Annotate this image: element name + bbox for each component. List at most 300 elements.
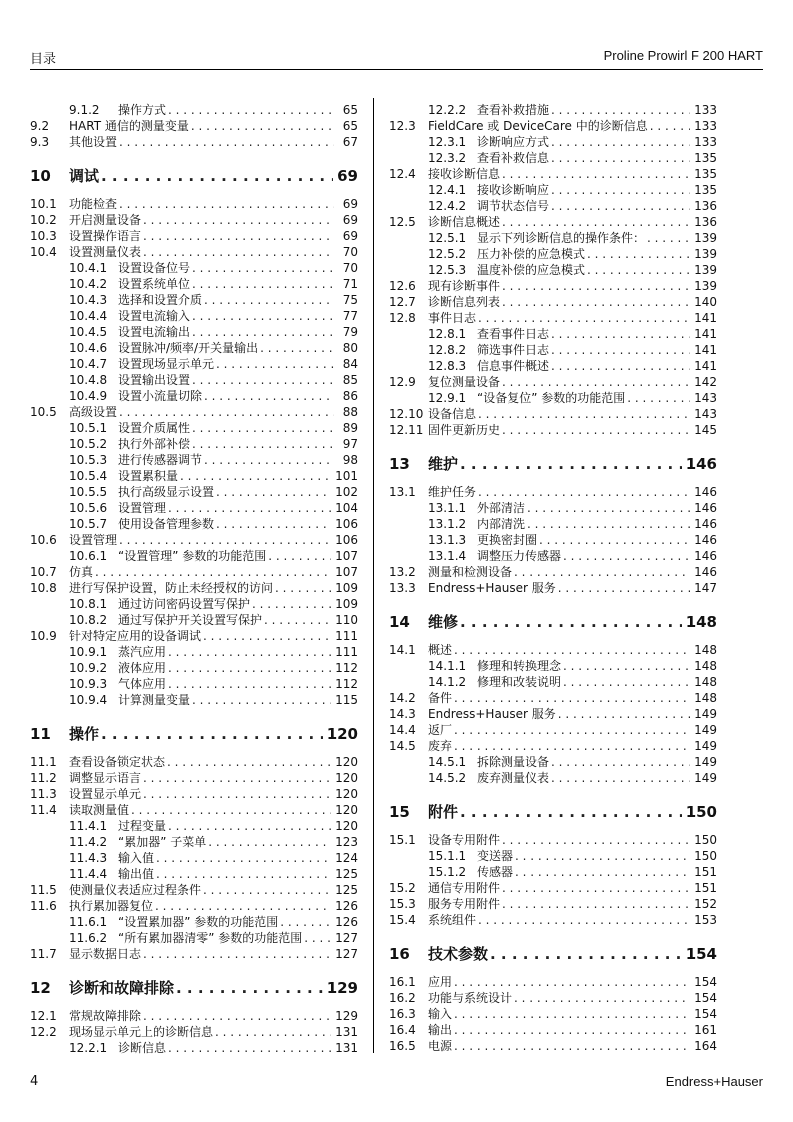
- toc-entry[interactable]: [30, 834, 358, 850]
- toc-entry-number: 10.5.2: [69, 437, 108, 451]
- toc-leader-dots: [551, 342, 690, 358]
- toc-leader-dots: [502, 832, 690, 848]
- toc-entry-number: 10.5.1: [69, 421, 108, 435]
- toc-entry[interactable]: [30, 692, 358, 708]
- toc-entry-page: 107: [335, 549, 358, 563]
- toc-chapter-entry[interactable]: [389, 804, 717, 828]
- toc-entry-title: 废弃: [428, 739, 453, 753]
- toc-entry-title: 废弃测量仪表: [477, 771, 550, 785]
- toc-entry-page: 69: [337, 167, 358, 185]
- toc-entry[interactable]: [389, 690, 717, 706]
- toc-entry[interactable]: [389, 832, 717, 848]
- toc-entry-number: 10.9: [30, 629, 57, 643]
- toc-leader-dots: [454, 738, 690, 754]
- toc-entry-page: 65: [342, 119, 358, 133]
- toc-entry-title: 显示下列诊断信息的操作条件：: [477, 231, 646, 245]
- toc-entry-number: 9.2: [30, 119, 50, 133]
- toc-entry-title: 设置输出设置: [118, 373, 191, 387]
- toc-entry-number: 12: [30, 979, 51, 997]
- toc-entry[interactable]: [389, 642, 717, 658]
- toc-leader-dots: [490, 946, 682, 962]
- toc-entry[interactable]: [389, 1006, 717, 1022]
- toc-entry[interactable]: [389, 912, 717, 928]
- toc-entry[interactable]: [389, 770, 717, 786]
- toc-entry[interactable]: [389, 214, 717, 230]
- toc-entry-number: 11.4.1: [69, 819, 108, 833]
- toc-entry-title: 设置显示单元: [69, 787, 142, 801]
- toc-leader-dots: [478, 406, 690, 422]
- toc-entry[interactable]: [389, 150, 717, 166]
- toc-leader-dots: [551, 358, 690, 374]
- toc-entry-title: 接收诊断信息: [428, 167, 501, 181]
- toc-leader-dots: [204, 452, 334, 468]
- toc-entry[interactable]: [389, 848, 717, 864]
- toc-entry[interactable]: [389, 500, 717, 516]
- toc-entry[interactable]: [30, 228, 358, 244]
- toc-entry-page: 146: [694, 565, 717, 579]
- toc-leader-dots: [192, 436, 334, 452]
- toc-entry-title: 接收诊断响应: [477, 183, 550, 197]
- toc-entry-number: 15.1: [389, 833, 416, 847]
- toc-entry-page: 69: [342, 213, 358, 227]
- toc-entry[interactable]: [30, 244, 358, 260]
- toc-entry[interactable]: [30, 340, 358, 356]
- toc-leader-dots: [168, 644, 331, 660]
- toc-entry-page: 148: [694, 691, 717, 705]
- toc-entry-page: 125: [335, 883, 358, 897]
- toc-leader-dots: [168, 1040, 331, 1056]
- toc-entry[interactable]: [389, 880, 717, 896]
- toc-entry[interactable]: [30, 866, 358, 882]
- toc-entry-number: 10.5.7: [69, 517, 108, 531]
- toc-entry-number: 12.8.2: [428, 343, 467, 357]
- toc-entry[interactable]: [389, 166, 717, 182]
- toc-entry[interactable]: [30, 818, 358, 834]
- toc-entry-page: 129: [326, 979, 358, 997]
- toc-leader-dots: [454, 974, 690, 990]
- toc-entry-page: 120: [335, 755, 358, 769]
- toc-entry[interactable]: [389, 118, 717, 134]
- toc-entry-number: 14.3: [389, 707, 416, 721]
- toc-entry-title: 现有诊断事件: [428, 279, 501, 293]
- toc-entry[interactable]: [389, 198, 717, 214]
- toc-chapter-entry[interactable]: [389, 614, 717, 638]
- toc-entry-number: 9.3: [30, 135, 50, 149]
- toc-entry[interactable]: [30, 196, 358, 212]
- toc-entry-title: 复位测量设备: [428, 375, 501, 389]
- toc-entry[interactable]: [389, 342, 717, 358]
- toc-entry[interactable]: [30, 850, 358, 866]
- toc-entry-number: 10.9.4: [69, 693, 108, 707]
- toc-entry-title: 设置现场显示单元: [118, 357, 215, 371]
- toc-leader-dots: [203, 628, 331, 644]
- toc-entry-page: 97: [342, 437, 358, 451]
- toc-entry-number: 11.4.2: [69, 835, 108, 849]
- toc-leader-dots: [502, 214, 690, 230]
- toc-entry-page: 120: [335, 803, 358, 817]
- toc-leader-dots: [502, 294, 690, 310]
- toc-entry-number: 15.1.2: [428, 865, 467, 879]
- toc-chapter-entry[interactable]: [389, 946, 717, 970]
- toc-entry-number: 11.4.4: [69, 867, 108, 881]
- toc-entry[interactable]: [389, 326, 717, 342]
- toc-entry[interactable]: [389, 738, 717, 754]
- toc-entry-page: 107: [335, 565, 358, 579]
- toc-entry-number: 10.5.5: [69, 485, 108, 499]
- toc-entry[interactable]: [30, 324, 358, 340]
- toc-entry-page: 139: [694, 231, 717, 245]
- toc-leader-dots: [168, 500, 331, 516]
- toc-entry[interactable]: [30, 292, 358, 308]
- toc-chapter-entry[interactable]: [30, 168, 358, 192]
- toc-chapter-entry[interactable]: [30, 726, 358, 750]
- toc-leader-dots: [264, 612, 331, 628]
- toc-entry[interactable]: [389, 974, 717, 990]
- toc-entry-title: 调试: [69, 167, 100, 185]
- toc-entry-number: 10.8.1: [69, 597, 108, 611]
- toc-entry-page: 149: [694, 723, 717, 737]
- toc-entry[interactable]: [389, 310, 717, 326]
- toc-entry-number: 12.9: [389, 375, 416, 389]
- toc-leader-dots: [260, 340, 334, 356]
- toc-entry[interactable]: [30, 1024, 358, 1040]
- toc-entry[interactable]: [389, 896, 717, 912]
- toc-entry[interactable]: [389, 864, 717, 880]
- toc-leader-dots: [155, 898, 331, 914]
- toc-entry-number: 14.1.2: [428, 675, 467, 689]
- toc-leader-dots: [502, 422, 690, 438]
- toc-entry-page: 141: [694, 311, 717, 325]
- toc-leader-dots: [192, 692, 331, 708]
- toc-entry-number: 12.1: [30, 1009, 57, 1023]
- toc-entry-number: 11.4: [30, 803, 57, 817]
- toc-leader-dots: [539, 532, 690, 548]
- toc-entry[interactable]: [30, 660, 358, 676]
- toc-entry-number: 10.8: [30, 581, 57, 595]
- toc-entry-title: 进行传感器调节: [118, 453, 203, 467]
- toc-leader-dots: [454, 1006, 690, 1022]
- toc-entry[interactable]: [30, 770, 358, 786]
- toc-entry-title: 显示数据日志: [69, 947, 142, 961]
- toc-entry-title: 现场显示单元上的诊断信息: [69, 1025, 214, 1039]
- toc-entry[interactable]: [30, 930, 358, 946]
- toc-leader-dots: [514, 564, 690, 580]
- toc-leader-dots: [460, 804, 682, 820]
- toc-leader-dots: [454, 642, 690, 658]
- toc-entry[interactable]: [30, 612, 358, 628]
- toc-entry-number: 11.6.2: [69, 931, 108, 945]
- toc-entry[interactable]: [30, 914, 358, 930]
- toc-entry-number: 13.1: [389, 485, 416, 499]
- toc-entry-number: 10.4.8: [69, 373, 108, 387]
- toc-entry-page: 75: [342, 293, 358, 307]
- toc-leader-dots: [143, 212, 334, 228]
- toc-entry-title: 测量和检测设备: [428, 565, 513, 579]
- toc-entry-title: 通过访问密码设置写保护: [118, 597, 251, 611]
- toc-entry[interactable]: [389, 516, 717, 532]
- toc-entry[interactable]: [389, 658, 717, 674]
- toc-entry-title: 维护任务: [428, 485, 477, 499]
- toc-leader-dots: [204, 388, 334, 404]
- toc-entry[interactable]: [30, 134, 358, 150]
- toc-entry-number: 10.5.4: [69, 469, 108, 483]
- toc-entry-title: 温度补偿的应急模式: [477, 263, 586, 277]
- toc-entry[interactable]: [389, 230, 717, 246]
- toc-entry[interactable]: [30, 276, 358, 292]
- toc-entry[interactable]: [389, 754, 717, 770]
- toc-entry-page: 153: [694, 913, 717, 927]
- toc-entry-page: 69: [342, 197, 358, 211]
- toc-entry[interactable]: [389, 548, 717, 564]
- toc-entry[interactable]: [30, 644, 358, 660]
- toc-entry[interactable]: [389, 294, 717, 310]
- toc-entry-page: 127: [335, 931, 358, 945]
- toc-entry-title: 电源: [428, 1039, 453, 1053]
- toc-leader-dots: [119, 196, 334, 212]
- toc-entry-title: 维护: [428, 455, 459, 473]
- toc-entry-title: 仿真: [69, 565, 94, 579]
- toc-entry[interactable]: [389, 374, 717, 390]
- toc-entry[interactable]: [30, 1008, 358, 1024]
- toc-leader-dots: [143, 770, 331, 786]
- toc-entry[interactable]: [30, 786, 358, 802]
- toc-entry-number: 10.4: [30, 245, 57, 259]
- toc-entry[interactable]: [30, 452, 358, 468]
- toc-entry[interactable]: [30, 532, 358, 548]
- toc-leader-dots: [478, 310, 690, 326]
- toc-entry[interactable]: [30, 754, 358, 770]
- toc-entry-number: 11.7: [30, 947, 57, 961]
- toc-entry[interactable]: [30, 212, 358, 228]
- toc-entry-title: 设置电流输入: [118, 309, 191, 323]
- toc-entry-title: 输出: [428, 1023, 453, 1037]
- toc-leader-dots: [268, 548, 331, 564]
- toc-entry-number: 12.9.1: [428, 391, 467, 405]
- toc-entry-page: 115: [335, 693, 358, 707]
- toc-entry-page: 141: [694, 359, 717, 373]
- toc-entry-number: 12.5: [389, 215, 416, 229]
- toc-leader-dots: [176, 980, 323, 996]
- toc-entry-page: 88: [342, 405, 358, 419]
- toc-entry-page: 120: [335, 819, 358, 833]
- toc-entry-number: 16.1: [389, 975, 416, 989]
- toc-entry-page: 141: [694, 327, 717, 341]
- toc-entry-page: 139: [694, 247, 717, 261]
- toc-entry-title: 拆除测量设备: [477, 755, 550, 769]
- toc-entry[interactable]: [389, 102, 717, 118]
- toc-entry[interactable]: [389, 246, 717, 262]
- toc-leader-dots: [514, 990, 690, 1006]
- toc-entry-page: 111: [335, 629, 358, 643]
- toc-entry-number: 13.1.3: [428, 533, 467, 547]
- toc-leader-dots: [478, 912, 690, 928]
- toc-entry-page: 124: [335, 851, 358, 865]
- toc-entry[interactable]: [30, 564, 358, 580]
- toc-leader-dots: [192, 276, 334, 292]
- toc-entry[interactable]: [389, 484, 717, 500]
- toc-entry[interactable]: [30, 356, 358, 372]
- toc-leader-dots: [216, 516, 331, 532]
- toc-entry[interactable]: [389, 406, 717, 422]
- toc-entry[interactable]: [30, 548, 358, 564]
- toc-entry-number: 16.3: [389, 1007, 416, 1021]
- toc-entry[interactable]: [30, 946, 358, 962]
- toc-entry[interactable]: [389, 390, 717, 406]
- toc-entry-number: 10.8.2: [69, 613, 108, 627]
- toc-entry-title: 常规故障排除: [69, 1009, 142, 1023]
- toc-entry[interactable]: [389, 422, 717, 438]
- toc-entry-number: 11.6: [30, 899, 57, 913]
- toc-entry[interactable]: [30, 260, 358, 276]
- toc-entry-title: HART 通信的测量变量: [69, 119, 189, 133]
- toc-entry[interactable]: [389, 674, 717, 690]
- toc-entry-title: 变送器: [477, 849, 514, 863]
- toc-entry-page: 85: [342, 373, 358, 387]
- toc-entry[interactable]: [389, 182, 717, 198]
- toc-entry-number: 11: [30, 725, 51, 743]
- toc-entry-page: 71: [342, 277, 358, 291]
- toc-entry-page: 152: [694, 897, 717, 911]
- toc-entry-page: 109: [335, 597, 358, 611]
- toc-leader-dots: [143, 244, 334, 260]
- toc-entry-page: 164: [694, 1039, 717, 1053]
- toc-entry[interactable]: [389, 262, 717, 278]
- toc-entry-title: 内部清洗: [477, 517, 526, 531]
- toc-chapter-entry[interactable]: [30, 980, 358, 1004]
- toc-entry[interactable]: [30, 388, 358, 404]
- toc-entry-page: 111: [335, 645, 358, 659]
- toc-entry-title: 通过写保护开关设置写保护: [118, 613, 263, 627]
- toc-entry[interactable]: [30, 404, 358, 420]
- toc-entry[interactable]: [30, 372, 358, 388]
- toc-entry-page: 109: [335, 581, 358, 595]
- toc-entry[interactable]: [30, 628, 358, 644]
- toc-entry[interactable]: [30, 484, 358, 500]
- toc-entry-title: 使用设备管理参数: [118, 517, 215, 531]
- toc-entry[interactable]: [30, 676, 358, 692]
- toc-leader-dots: [168, 676, 331, 692]
- toc-entry-number: 12.11: [389, 423, 424, 437]
- toc-leader-dots: [101, 726, 323, 742]
- toc-entry[interactable]: [30, 580, 358, 596]
- toc-entry-number: 15.1.1: [428, 849, 467, 863]
- toc-entry-title: 概述: [428, 643, 453, 657]
- toc-entry[interactable]: [389, 580, 717, 596]
- toc-entry[interactable]: [389, 564, 717, 580]
- toc-entry[interactable]: [30, 420, 358, 436]
- toc-left-column: [30, 102, 358, 1056]
- toc-entry-page: 125: [335, 867, 358, 881]
- toc-entry[interactable]: [30, 516, 358, 532]
- toc-entry[interactable]: [389, 278, 717, 294]
- toc-leader-dots: [502, 278, 690, 294]
- toc-entry-page: 104: [335, 501, 358, 515]
- toc-entry[interactable]: [30, 596, 358, 612]
- toc-entry[interactable]: [30, 802, 358, 818]
- toc-entry-title: 查看设备锁定状态: [69, 755, 166, 769]
- toc-entry-number: 14.4: [389, 723, 416, 737]
- toc-entry-page: 70: [342, 245, 358, 259]
- toc-entry-page: 69: [342, 229, 358, 243]
- toc-entry-number: 12.7: [389, 295, 416, 309]
- toc-entry-number: 13.2: [389, 565, 416, 579]
- toc-entry-title: 执行高级显示设置: [118, 485, 215, 499]
- toc-entry-page: 126: [335, 915, 358, 929]
- toc-entry-page: 148: [694, 659, 717, 673]
- toc-entry[interactable]: [389, 358, 717, 374]
- toc-entry-title: “所有累加器清零” 参数的功能范围: [118, 931, 303, 945]
- toc-entry-page: 136: [694, 199, 717, 213]
- footer-page-number: 4: [30, 1074, 39, 1089]
- toc-entry-number: 12.6: [389, 279, 416, 293]
- toc-entry-title: 设备信息: [428, 407, 477, 421]
- toc-entry-title: 维修: [428, 613, 459, 631]
- toc-leader-dots: [119, 404, 334, 420]
- toc-entry-title: 操作方式: [118, 103, 167, 117]
- toc-leader-dots: [502, 880, 690, 896]
- toc-entry[interactable]: [389, 532, 717, 548]
- toc-entry-page: 135: [694, 167, 717, 181]
- toc-entry-title: 输入: [428, 1007, 453, 1021]
- toc-entry[interactable]: [30, 308, 358, 324]
- toc-entry[interactable]: [30, 882, 358, 898]
- toc-entry-page: 120: [335, 787, 358, 801]
- toc-entry[interactable]: [30, 468, 358, 484]
- toc-entry[interactable]: [30, 102, 358, 118]
- toc-entry-title: 输出值: [118, 867, 155, 881]
- toc-entry-page: 149: [694, 755, 717, 769]
- toc-leader-dots: [119, 134, 334, 150]
- toc-entry-page: 126: [335, 899, 358, 913]
- toc-leader-dots: [180, 468, 331, 484]
- toc-entry[interactable]: [30, 118, 358, 134]
- toc-leader-dots: [167, 754, 331, 770]
- toc-entry-number: 10.9.2: [69, 661, 108, 675]
- toc-entry-title: Endress+Hauser 服务: [428, 707, 556, 721]
- toc-entry[interactable]: [30, 500, 358, 516]
- toc-entry-title: 针对特定应用的设备调试: [69, 629, 202, 643]
- toc-entry-title: “设备复位” 参数的功能范围: [477, 391, 626, 405]
- toc-entry-page: 67: [342, 135, 358, 149]
- toc-entry-number: 10.4.6: [69, 341, 108, 355]
- toc-entry[interactable]: [389, 722, 717, 738]
- toc-entry[interactable]: [389, 1038, 717, 1054]
- toc-entry-title: 设置设备位号: [118, 261, 191, 275]
- toc-entry[interactable]: [30, 436, 358, 452]
- toc-entry[interactable]: [389, 990, 717, 1006]
- toc-entry-page: 147: [694, 581, 717, 595]
- toc-entry-title: 高级设置: [69, 405, 118, 419]
- toc-entry-number: 11.4.3: [69, 851, 108, 865]
- toc-chapter-entry[interactable]: [389, 456, 717, 480]
- toc-entry-page: 133: [694, 103, 717, 117]
- toc-entry-page: 120: [335, 771, 358, 785]
- toc-leader-dots: [454, 1038, 690, 1054]
- toc-entry[interactable]: [30, 898, 358, 914]
- toc-entry-number: 16.4: [389, 1023, 416, 1037]
- toc-entry[interactable]: [389, 1022, 717, 1038]
- toc-leader-dots: [551, 754, 690, 770]
- toc-entry[interactable]: [389, 706, 717, 722]
- toc-entry-number: 12.3: [389, 119, 416, 133]
- toc-leader-dots: [215, 1024, 331, 1040]
- toc-entry[interactable]: [30, 1040, 358, 1056]
- toc-entry-title: 设置管理: [118, 501, 167, 515]
- toc-entry-number: 13: [389, 455, 410, 473]
- toc-entry[interactable]: [389, 134, 717, 150]
- toc-entry-page: 149: [694, 739, 717, 753]
- toc-entry-number: 10.4.5: [69, 325, 108, 339]
